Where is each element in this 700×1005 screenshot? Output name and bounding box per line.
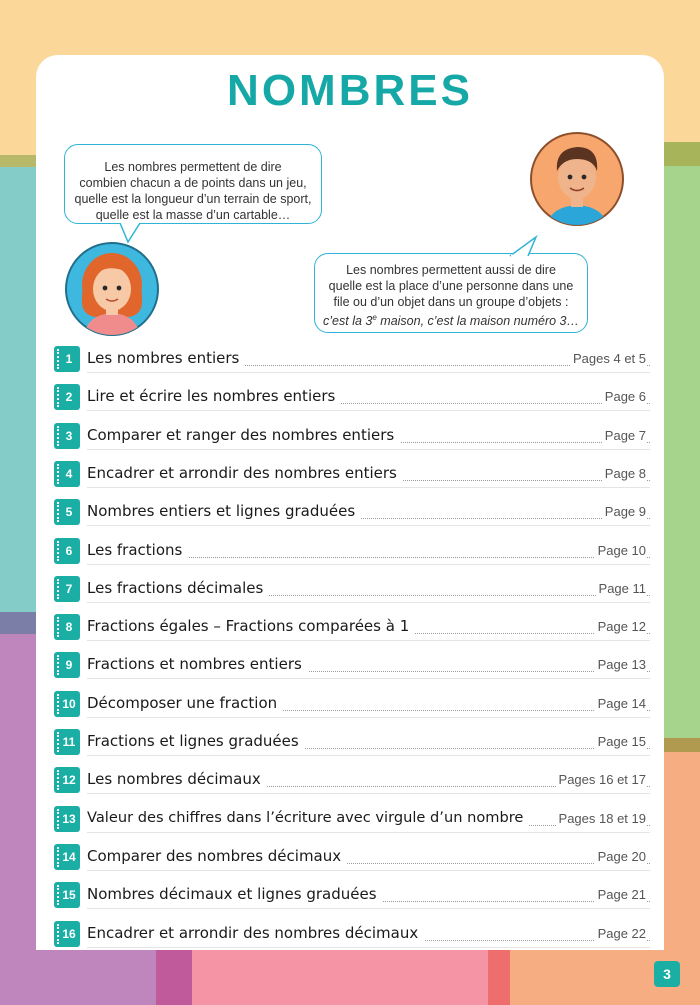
- toc-entry[interactable]: [52, 843, 650, 871]
- chapter-title: Encadrer et arrondir des nombres entiers: [87, 464, 403, 482]
- chapter-title: Décomposer une fraction: [87, 694, 283, 712]
- toc-entry[interactable]: [52, 920, 650, 948]
- chapter-title: Valeur des chiffres dans l’écriture avec virgule d’un nombre: [87, 809, 529, 826]
- page-reference: Page 9: [602, 504, 646, 519]
- bubble-line: file ou d’un objet dans un groupe d’objets :: [333, 295, 569, 309]
- chapter-number: 7: [54, 576, 80, 602]
- chapter-title: Comparer des nombres décimaux: [87, 847, 347, 865]
- bg-strip: [0, 612, 36, 634]
- bubble-line: quelle est la place d’une personne dans une: [328, 279, 574, 293]
- page-reference: Page 13: [595, 657, 646, 672]
- bg-strip: [0, 950, 156, 1005]
- row-divider: [87, 755, 650, 756]
- toc-entry[interactable]: [52, 345, 650, 373]
- bubble-italic-text: maison, c’est la maison numéro 3…: [376, 314, 579, 329]
- chapter-number: 3: [54, 423, 80, 449]
- toc-entry[interactable]: [52, 613, 650, 641]
- bubble-line: Les nombres permettent aussi de dire: [346, 263, 556, 277]
- bg-strip: [488, 950, 510, 1005]
- page-number-badge: 3: [654, 961, 680, 987]
- chapter-title: Les fractions décimales: [87, 579, 269, 597]
- bg-strip: [664, 142, 700, 166]
- row-divider: [87, 870, 650, 871]
- bg-strip: [156, 950, 192, 1005]
- girl-avatar-icon: [64, 241, 160, 337]
- page-reference: Page 14: [595, 696, 646, 711]
- page-reference: Pages 18 et 19: [556, 811, 646, 826]
- chapter-title: Fractions égales – Fractions comparées à 1: [87, 617, 415, 635]
- bubble-line-italic: [315, 310, 587, 329]
- page-reference: Pages 4 et 5: [570, 351, 646, 366]
- row-divider: [87, 525, 650, 526]
- chapter-number: 1: [54, 346, 80, 372]
- page-reference: Pages 16 et 17: [556, 772, 646, 787]
- row-divider: [87, 832, 650, 833]
- row-divider: [87, 947, 650, 948]
- bubble-line: quelle est la masse d’un cartable…: [95, 208, 291, 222]
- chapter-title: Les fractions: [87, 541, 188, 559]
- bubble-italic-text: c’est la 3: [323, 314, 373, 329]
- page-reference: Page 21: [595, 887, 646, 902]
- page-reference: Page 20: [595, 849, 646, 864]
- bubble-tail-icon: [506, 235, 542, 257]
- row-divider: [87, 487, 650, 488]
- page-title: NOMBRES: [227, 66, 473, 115]
- toc-entry[interactable]: [52, 537, 650, 565]
- toc-entry[interactable]: [52, 460, 650, 488]
- toc-entry[interactable]: [52, 881, 650, 909]
- bubble-line: quelle est la longueur d’un terrain de sport,: [74, 192, 312, 206]
- chapter-number: 10: [54, 691, 80, 717]
- toc-entry[interactable]: [52, 498, 650, 526]
- chapter-number: 15: [54, 882, 80, 908]
- chapter-title: Fractions et nombres entiers: [87, 655, 308, 673]
- chapter-number: 6: [54, 538, 80, 564]
- chapter-title: Nombres décimaux et lignes graduées: [87, 885, 383, 903]
- chapter-title: Comparer et ranger des nombres entiers: [87, 426, 400, 444]
- chapter-title: Encadrer et arrondir des nombres décimaux: [87, 924, 424, 942]
- row-divider: [87, 372, 650, 373]
- chapter-number: 13: [54, 806, 80, 832]
- toc-entry[interactable]: [52, 651, 650, 679]
- chapter-title: Fractions et lignes graduées: [87, 732, 305, 750]
- speech-bubble-left: [64, 144, 322, 224]
- page-reference: Page 7: [602, 428, 646, 443]
- toc-entry[interactable]: [52, 575, 650, 603]
- page-reference: Page 11: [596, 581, 646, 596]
- bg-strip: [664, 738, 700, 752]
- row-divider: [87, 793, 650, 794]
- chapter-title: Les nombres entiers: [87, 349, 245, 367]
- page-reference: Page 10: [595, 543, 646, 558]
- row-divider: [87, 908, 650, 909]
- chapter-number: 9: [54, 652, 80, 678]
- speech-bubble-right: [314, 253, 588, 333]
- bubble-line: Les nombres permettent de dire: [104, 160, 282, 174]
- page-reference: Page 8: [602, 466, 646, 481]
- chapter-title: Les nombres décimaux: [87, 770, 267, 788]
- bubble-superscript: e: [372, 313, 377, 322]
- bg-strip: [0, 155, 36, 167]
- boy-avatar-icon: [529, 131, 625, 227]
- toc-entry[interactable]: [52, 422, 650, 450]
- row-divider: [87, 449, 650, 450]
- row-divider: [87, 678, 650, 679]
- toc-entry[interactable]: [52, 728, 650, 756]
- chapter-number: 11: [54, 729, 80, 755]
- bubble-line: combien chacun a de points dans un jeu,: [79, 176, 307, 190]
- toc-entry[interactable]: [52, 766, 650, 794]
- page-reference: Page 15: [595, 734, 646, 749]
- chapter-number: 4: [54, 461, 80, 487]
- chapter-number: 5: [54, 499, 80, 525]
- chapter-number: 14: [54, 844, 80, 870]
- page-reference: Page 22: [595, 926, 646, 941]
- toc-entry[interactable]: [52, 383, 650, 411]
- row-divider: [87, 564, 650, 565]
- bg-strip: [0, 167, 36, 612]
- toc-entry[interactable]: [52, 805, 650, 833]
- chapter-number: 16: [54, 921, 80, 947]
- bg-strip: [664, 166, 700, 738]
- toc-entry[interactable]: [52, 690, 650, 718]
- chapter-number: 8: [54, 614, 80, 640]
- page-reference: Page 12: [595, 619, 646, 634]
- chapter-title: Lire et écrire les nombres entiers: [87, 387, 341, 405]
- row-divider: [87, 640, 650, 641]
- row-divider: [87, 410, 650, 411]
- chapter-number: 12: [54, 767, 80, 793]
- row-divider: [87, 602, 650, 603]
- page-reference: Page 6: [602, 389, 646, 404]
- chapter-number: 2: [54, 384, 80, 410]
- row-divider: [87, 717, 650, 718]
- bg-strip: [192, 950, 488, 1005]
- chapter-title: Nombres entiers et lignes graduées: [87, 502, 361, 520]
